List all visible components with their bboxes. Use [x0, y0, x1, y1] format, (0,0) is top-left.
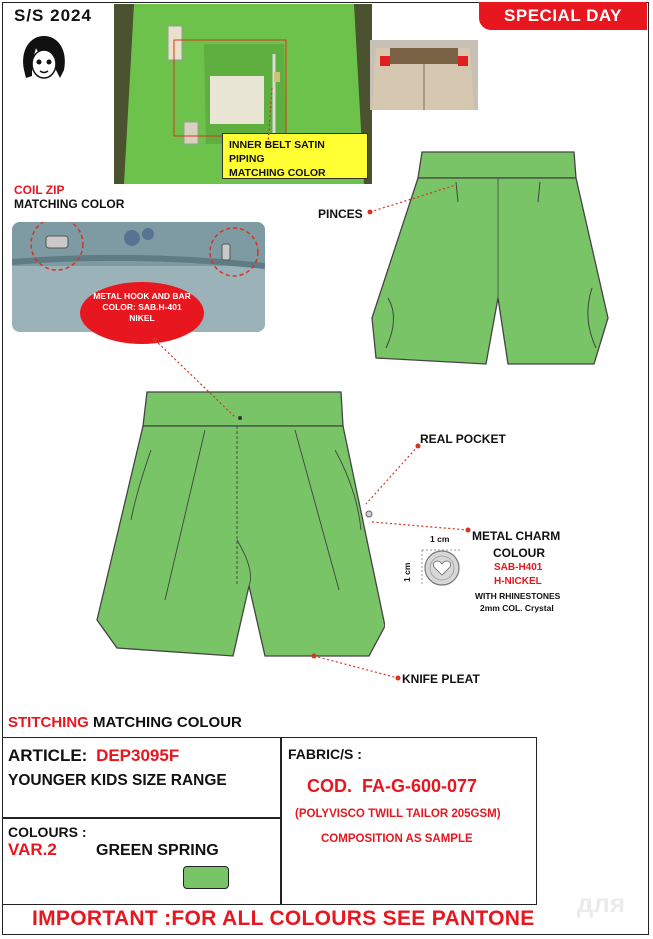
stitching-label: STITCHING	[8, 714, 89, 731]
article-line	[8, 746, 179, 766]
collection-badge: SPECIAL DAY	[479, 2, 647, 30]
hook-line1: METAL HOOK AND BAR	[93, 291, 191, 301]
hook-line3: NIKEL	[129, 313, 155, 323]
article-code: DEP3095F	[96, 746, 180, 765]
real-pocket-label: REAL POCKET	[420, 432, 506, 446]
fabric-code: COD. FA-G-600-077	[307, 776, 478, 796]
hook-color-label: COLOR:	[102, 302, 136, 312]
charm-code2: H-NICKEL	[494, 576, 542, 587]
charm-line1: METAL CHARM	[472, 529, 561, 543]
charm-detail2: 2mm COL. Crystal	[480, 603, 554, 613]
charm-code1: SAB-H401	[494, 562, 543, 573]
inner-belt-line1: INNER BELT SATIN PIPING	[229, 139, 325, 165]
article-size-range: YOUNGER KIDS SIZE RANGE	[8, 772, 227, 789]
season-label: S/S 2024	[14, 6, 92, 25]
fabric-cell	[280, 737, 537, 905]
hook-color-code: SAB.H-401	[138, 302, 182, 312]
coil-zip-title: COIL ZIP	[14, 183, 65, 197]
charm-icon	[420, 548, 464, 593]
knife-pleat-label: KNIFE PLEAT	[402, 672, 480, 686]
article-label: ARTICLE:	[8, 746, 88, 765]
coil-zip-sub: MATCHING COLOR	[14, 197, 125, 211]
inner-belt-line2: MATCHING COLOR	[229, 167, 326, 179]
charm-line2: COLOUR	[493, 546, 545, 560]
important-note: IMPORTANT :FOR ALL COLOURS SEE PANTONE	[32, 907, 535, 930]
colours-variant: VAR.2	[8, 840, 57, 859]
charm-size-h: 1 cm	[430, 534, 450, 544]
colours-name: GREEN SPRING	[96, 842, 219, 859]
watermark: для	[576, 888, 625, 918]
charm-size-v: 1 cm	[402, 562, 412, 582]
stitching-line	[8, 714, 242, 731]
colours-label: COLOURS :	[8, 824, 87, 840]
fabric-composition: COMPOSITION AS SAMPLE	[321, 833, 473, 845]
colour-swatch	[183, 866, 229, 889]
stitching-value: MATCHING COLOUR	[93, 714, 242, 731]
charm-detail1: WITH RHINESTONES	[475, 591, 561, 601]
fabric-description: (POLYVISCO TWILL TAILOR 205GSM)	[295, 808, 501, 820]
fabric-label: FABRIC/S :	[288, 746, 362, 762]
pinces-label: PINCES	[318, 207, 363, 221]
